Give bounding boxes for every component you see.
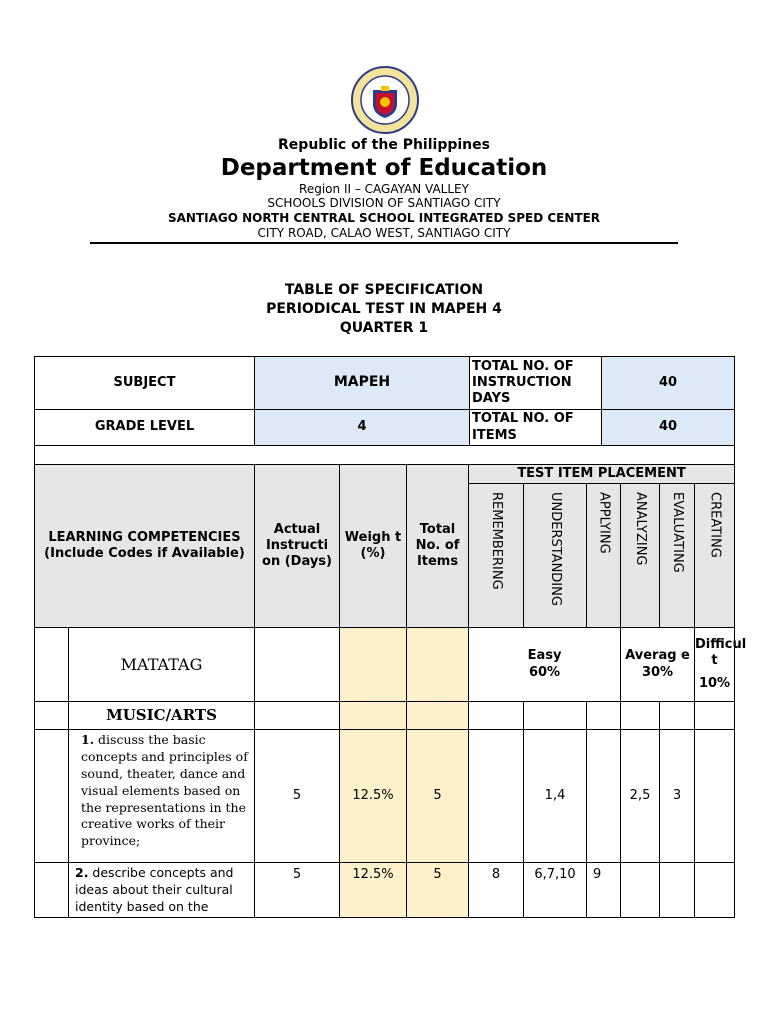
remembering-header: REMEMBERING <box>489 492 505 590</box>
header-divider <box>90 242 678 244</box>
average-level <box>621 628 695 702</box>
evaluating-cell: 3 <box>660 730 695 863</box>
matatag-label: MATATAG <box>69 628 255 702</box>
analyzing-header: ANALYZING <box>633 492 649 566</box>
analyzing-cell <box>621 863 660 918</box>
division-line: SCHOOLS DIVISION OF SANTIAGO CITY <box>267 196 501 210</box>
specification-table <box>34 464 747 918</box>
instruction-days-label: TOTAL NO. OF INSTRUCTION DAYS <box>470 357 602 410</box>
applying-cell: 9 <box>587 863 621 918</box>
region-line: Region II – CAGAYAN VALLEY <box>299 182 469 196</box>
applying-cell <box>587 730 621 863</box>
doc-title: TABLE OF SPECIFICATION <box>284 282 484 298</box>
deped-seal-logo <box>351 66 419 134</box>
creating-cell <box>695 730 735 863</box>
competency-2: 2. describe concepts and ideas about their cultural identity based on the <box>69 863 255 918</box>
remembering-cell <box>469 730 524 863</box>
republic-line: Republic of the Philippines <box>278 137 490 153</box>
subject-label: SUBJECT <box>35 357 255 410</box>
total-items-value: 40 <box>602 410 735 446</box>
total-items-label: TOTAL NO. OF ITEMS <box>470 410 602 446</box>
difficult-label: Difficul t <box>695 637 747 669</box>
school-name: SANTIAGO NORTH CENTRAL SCHOOL INTEGRATED SPED CENTER <box>167 211 601 225</box>
days-cell: 5 <box>255 863 340 918</box>
table-row <box>35 730 735 863</box>
easy-percent: 60% <box>528 664 561 680</box>
easy-level <box>469 628 621 702</box>
info-table <box>34 356 735 465</box>
days-cell: 5 <box>255 730 340 863</box>
weight-header: Weigh t (%) <box>340 465 407 628</box>
applying-header: APPLYING <box>596 492 612 554</box>
weight-cell: 12.5% <box>340 730 407 863</box>
understanding-cell: 1,4 <box>524 730 587 863</box>
instruction-days-value: 40 <box>602 357 735 410</box>
easy-label: Easy <box>527 648 562 664</box>
table-row <box>35 863 735 918</box>
average-label: Averag e <box>625 648 690 664</box>
creating-header: CREATING <box>707 492 723 558</box>
difficult-percent: 10% <box>698 675 731 691</box>
difficult-level <box>695 628 747 702</box>
items-cell: 5 <box>407 863 469 918</box>
total-items-header: Total No. of Items <box>407 465 469 628</box>
understanding-header: UNDERSTANDING <box>548 492 564 606</box>
department-title: Department of Education <box>220 155 548 181</box>
creating-cell <box>695 863 735 918</box>
grade-level-value: 4 <box>255 410 470 446</box>
doc-subtitle: PERIODICAL TEST IN MAPEH 4 <box>266 301 502 317</box>
understanding-cell: 6,7,10 <box>524 863 587 918</box>
test-item-placement-header: TEST ITEM PLACEMENT <box>469 465 735 484</box>
section-music-arts: MUSIC/ARTS <box>69 702 255 730</box>
analyzing-cell: 2,5 <box>621 730 660 863</box>
school-address: CITY ROAD, CALAO WEST, SANTIAGO CITY <box>257 226 511 240</box>
remembering-cell: 8 <box>469 863 524 918</box>
doc-quarter: QUARTER 1 <box>339 320 429 336</box>
evaluating-header: EVALUATING <box>670 492 686 573</box>
evaluating-cell <box>660 863 695 918</box>
actual-days-header: Actual Instructi on (Days) <box>255 465 340 628</box>
items-cell: 5 <box>407 730 469 863</box>
competency-1: 1. discuss the basic concepts and principles of sound, theater, dance and visual elements based on the representations in the creative works of their province; <box>69 730 255 863</box>
grade-level-label: GRADE LEVEL <box>35 410 255 446</box>
competencies-header: LEARNING COMPETENCIES (Include Codes if Available) <box>35 465 255 628</box>
spacer-row <box>35 446 735 465</box>
subject-value: MAPEH <box>255 357 470 410</box>
average-percent: 30% <box>641 664 674 680</box>
weight-cell: 12.5% <box>340 863 407 918</box>
